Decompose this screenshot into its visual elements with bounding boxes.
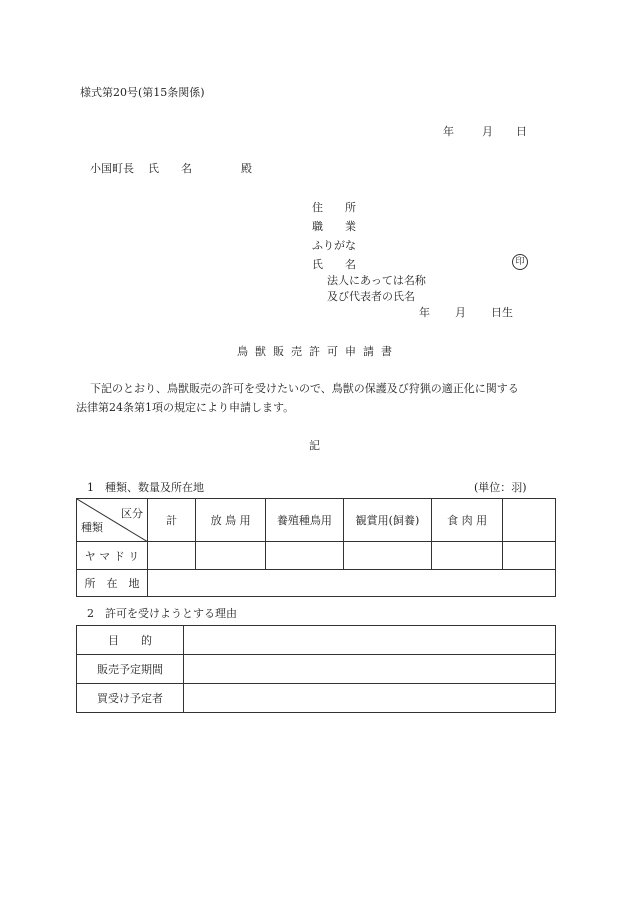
birth-year: 年 bbox=[419, 306, 430, 319]
table-row bbox=[77, 626, 556, 655]
date-day: 日 bbox=[516, 125, 527, 138]
cell-release bbox=[196, 542, 266, 570]
species-table bbox=[76, 498, 556, 597]
cell-meat bbox=[432, 542, 503, 570]
corner-cell bbox=[77, 499, 148, 542]
applicant-address-label: 住 所 bbox=[312, 201, 356, 214]
sale-period-value bbox=[184, 655, 556, 684]
applicant-occupation-label: 職 業 bbox=[312, 220, 356, 233]
corporation-line-1: 法人にあっては名称 bbox=[327, 274, 426, 287]
purpose-label: 目 的 bbox=[77, 626, 184, 655]
applicant-furigana-label: ふりがな bbox=[312, 239, 356, 252]
reason-table bbox=[76, 625, 556, 713]
corner-top-label: 区分 bbox=[121, 507, 144, 520]
purpose-value bbox=[184, 626, 556, 655]
header-release: 放 鳥 用 bbox=[196, 499, 266, 542]
unit-label: (単位：羽) bbox=[474, 481, 527, 494]
applicant-name-label: 氏 名 bbox=[312, 258, 356, 271]
cell-breeding bbox=[266, 542, 344, 570]
birth-day: 日生 bbox=[491, 306, 513, 319]
table-row bbox=[77, 684, 556, 713]
date-month: 月 bbox=[482, 125, 493, 138]
header-breeding: 養殖種鳥用 bbox=[266, 499, 344, 542]
addressee-name-label: 氏 名 bbox=[148, 162, 192, 175]
date-year: 年 bbox=[443, 125, 454, 138]
cell-total bbox=[148, 542, 196, 570]
birth-month: 月 bbox=[455, 306, 466, 319]
table-header-row bbox=[77, 499, 556, 542]
seal-stamp: 印 bbox=[512, 254, 528, 270]
addressee-honorific: 殿 bbox=[241, 162, 252, 175]
table-row bbox=[77, 542, 556, 570]
cell-ornamental bbox=[343, 542, 432, 570]
body-line-1: 下記のとおり、鳥獣販売の許可を受けたいので、鳥獣の保護及び狩猟の適正化に関する bbox=[90, 382, 519, 395]
header-blank bbox=[503, 499, 556, 542]
header-ornamental: 観賞用(飼養) bbox=[343, 499, 432, 542]
cell-blank bbox=[503, 542, 556, 570]
sale-period-label: 販売予定期間 bbox=[77, 655, 184, 684]
header-total: 計 bbox=[148, 499, 196, 542]
location-value bbox=[148, 570, 556, 597]
section2-heading: 2 許可を受けようとする理由 bbox=[87, 607, 237, 620]
table-row bbox=[77, 655, 556, 684]
header-meat: 食 肉 用 bbox=[432, 499, 503, 542]
location-label: 所 在 地 bbox=[77, 570, 148, 597]
body-line-2: 法律第24条第1項の規定により申請します。 bbox=[76, 401, 295, 414]
buyer-value bbox=[184, 684, 556, 713]
form-number: 様式第20号(第15条関係) bbox=[80, 86, 205, 99]
section1-heading: 1 種類、数量及所在地 bbox=[87, 481, 204, 494]
seal-mark bbox=[512, 254, 528, 270]
document-title: 鳥獣販売許可申請書 bbox=[237, 345, 399, 358]
addressee-title: 小国町長 bbox=[90, 162, 134, 175]
row-label-yamadori: ヤ マ ド リ bbox=[77, 542, 148, 570]
corner-bottom-label: 種類 bbox=[81, 521, 103, 534]
buyer-label: 買受け予定者 bbox=[77, 684, 184, 713]
corporation-line-2: 及び代表者の氏名 bbox=[327, 290, 415, 303]
table-row bbox=[77, 570, 556, 597]
ki-heading: 記 bbox=[309, 439, 320, 452]
